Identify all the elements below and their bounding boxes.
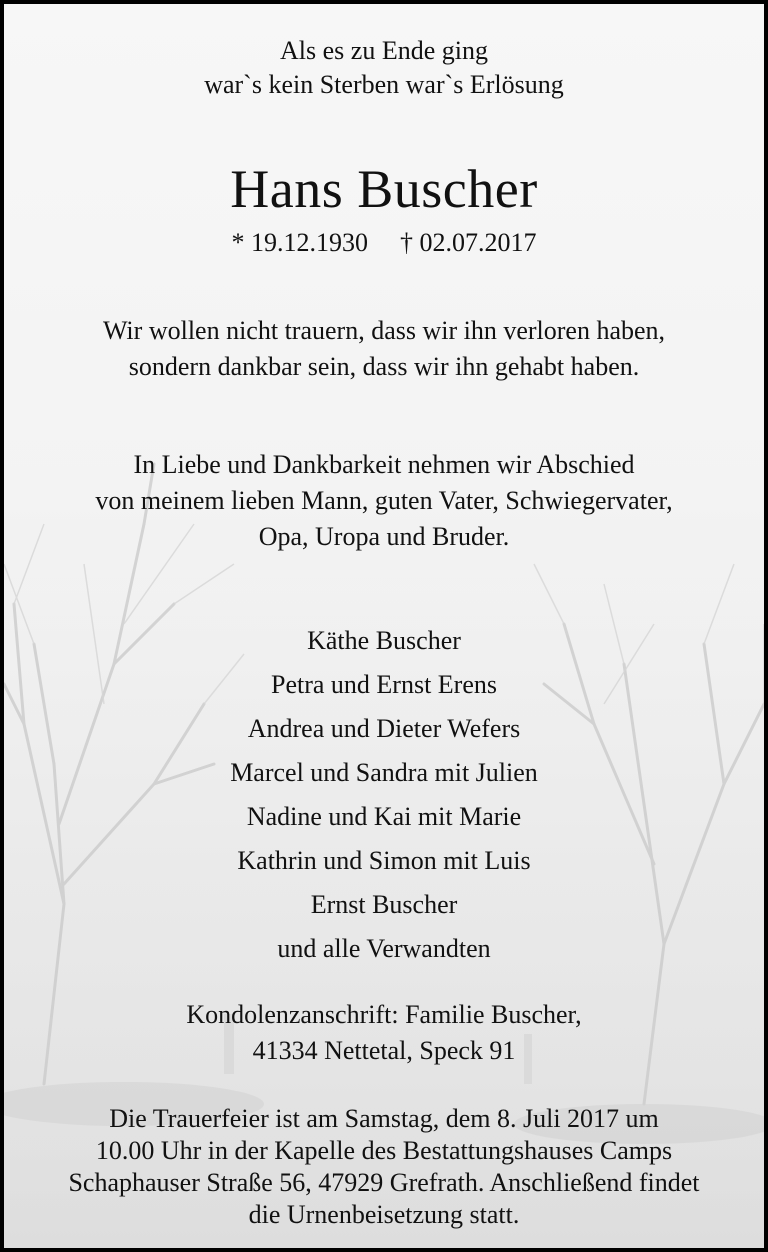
poem-line-1: Als es zu Ende ging [280,36,488,65]
life-dates [4,226,764,260]
mourner-name: Kathrin und Simon mit Luis [237,846,531,875]
service-info-line-2: 10.00 Uhr in der Kapelle des Bestattungshauses Camps [95,1136,673,1165]
condolence-address-line-1: Kondolenzanschrift: Familie Buscher, [186,1000,582,1029]
farewell-line-2: von meinem lieben Mann, guten Vater, Schwiegervater, [95,486,673,515]
mourner-name: Petra und Ernst Erens [270,670,497,699]
service-info-line-1: Die Trauerfeier ist am Samstag, dem 8. Juli 2017 um [109,1104,659,1133]
farewell-line-3: Opa, Uropa und Bruder. [258,522,510,551]
condolence-address-line-2: 41334 Nettetal, Speck 91 [252,1036,516,1065]
mourner-name: Käthe Buscher [307,626,461,655]
mourner-name: Andrea und Dieter Wefers [247,714,521,743]
service-info-line-3: Schaphauser Straße 56, 47929 Grefrath. Anschließend findet [68,1168,700,1197]
poem-line-2: war`s kein Sterben war`s Erlösung [204,70,564,99]
mourner-name: Ernst Buscher [310,890,458,919]
death-date: † 02.07.2017 [400,228,537,257]
quote-line-2: sondern dankbar sein, dass wir ihn gehabt haben. [128,352,640,381]
mourner-name: Nadine und Kai mit Marie [246,802,522,831]
notice-content [4,4,764,1248]
quote-line-1: Wir wollen nicht trauern, dass wir ihn verloren haben, [102,316,666,345]
birth-date: * 19.12.1930 [231,228,368,257]
farewell-line-1: In Liebe und Dankbarkeit nehmen wir Abschied [133,450,635,479]
mourner-name: Marcel und Sandra mit Julien [230,758,538,787]
mourner-name: und alle Verwandten [277,934,491,963]
service-info-line-4: die Urnenbeisetzung statt. [248,1200,520,1229]
deceased-name: Hans Buscher [230,159,538,219]
